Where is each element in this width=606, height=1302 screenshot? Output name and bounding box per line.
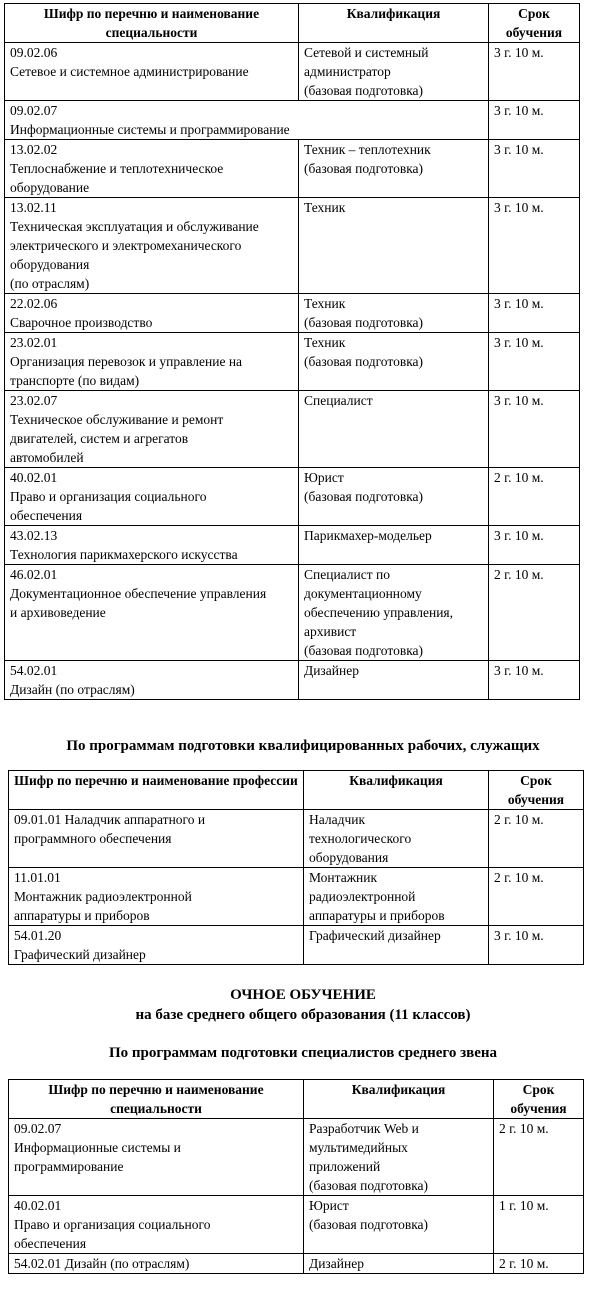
cell-code-name — [5, 43, 299, 101]
specialty-name: Технология парикмахерского искусства — [10, 547, 238, 562]
cell-term — [489, 661, 580, 700]
cell-code-name — [5, 526, 299, 565]
cell-qualification — [299, 43, 489, 101]
qualification-text: мультимедийных — [309, 1140, 408, 1155]
study-term: 3 г. 10 м. — [494, 45, 544, 60]
cell-qualification — [304, 868, 489, 926]
specialty-code: 11.01.01 — [14, 870, 61, 885]
cell-term — [489, 468, 580, 526]
specialty-name: Сварочное производство — [10, 315, 153, 330]
specialty-code: 23.02.07 — [10, 393, 58, 408]
study-term: 2 г. 10 м. — [499, 1121, 549, 1136]
specialty-code: 22.02.06 — [10, 296, 58, 311]
specialty-name: Графический дизайнер — [14, 947, 146, 962]
cell-code-name — [5, 661, 299, 700]
qualification-text: Дизайнер — [304, 663, 359, 678]
qualification-text: архивист — [304, 624, 357, 639]
cell-term — [489, 810, 584, 868]
table-row — [9, 868, 584, 926]
specialty-name: программного обеспечения — [14, 831, 172, 846]
cell-code-name — [9, 810, 304, 868]
specialty-name: программирование — [14, 1159, 124, 1174]
specialty-name: обеспечения — [14, 1236, 87, 1251]
header-code-name: Шифр по перечню и наименование специальности — [5, 4, 299, 43]
specialty-name: оборудования — [10, 257, 90, 272]
cell-code-name — [9, 868, 304, 926]
specialty-name: автомобилей — [10, 450, 84, 465]
table-body — [9, 810, 584, 965]
qualification-text: (базовая подготовка) — [304, 643, 424, 658]
study-term: 2 г. 10 м. — [494, 870, 544, 885]
header-code-name: Шифр по перечню и наименование профессии — [9, 771, 304, 810]
specialty-code: 09.02.07 — [14, 1121, 62, 1136]
study-term: 2 г. 10 м. — [499, 1256, 549, 1271]
cell-qualification — [299, 140, 489, 198]
table-row — [5, 565, 580, 661]
qualification-text: (базовая подготовка) — [304, 354, 424, 369]
cell-qualification — [299, 661, 489, 700]
table-row — [5, 198, 580, 294]
cell-term — [489, 198, 580, 294]
specialty-code: 54.02.01 — [10, 663, 58, 678]
qualification-text: Техник – теплотехник — [304, 142, 431, 157]
table-header-row — [5, 4, 580, 43]
specialty-name: Право и организация социального — [14, 1217, 211, 1232]
specialties-table-9-classes — [4, 3, 580, 700]
table-row — [9, 810, 584, 868]
study-term: 3 г. 10 м. — [494, 335, 544, 350]
cell-code-name — [5, 391, 299, 468]
specialty-name: (по отраслям) — [10, 276, 90, 291]
qualification-text: аппаратуры и приборов — [309, 908, 445, 923]
study-term: 3 г. 10 м. — [494, 296, 544, 311]
specialty-name: Техническая эксплуатация и обслуживание — [10, 219, 259, 234]
specialty-name: 09.01.01 Наладчик аппаратного и — [14, 812, 206, 827]
cell-code-name — [5, 101, 489, 140]
cell-qualification — [299, 565, 489, 661]
qualification-text: (базовая подготовка) — [304, 489, 424, 504]
specialty-name: Документационное обеспечение управления — [10, 586, 267, 601]
cell-qualification — [304, 1119, 494, 1196]
specialty-name: электрического и электромеханического — [10, 238, 242, 253]
cell-term — [489, 294, 580, 333]
study-term: 2 г. 10 м. — [494, 812, 544, 827]
qualification-text: обеспечению управления, — [304, 605, 454, 620]
table-row — [9, 926, 584, 965]
cell-code-name — [9, 1254, 304, 1274]
specialty-name: транспорте (по видам) — [10, 373, 140, 388]
cell-term — [494, 1196, 584, 1254]
study-term: 3 г. 10 м. — [494, 142, 544, 157]
table-row — [5, 391, 580, 468]
cell-code-name — [5, 294, 299, 333]
specialty-name: Техническое обслуживание и ремонт — [10, 412, 224, 427]
cell-code-name — [9, 926, 304, 965]
study-term: 1 г. 10 м. — [499, 1198, 549, 1213]
cell-code-name — [5, 333, 299, 391]
specialty-name: двигателей, систем и агрегатов — [10, 431, 189, 446]
header-qualification: Квалификация — [304, 771, 489, 810]
qualification-text: оборудования — [309, 850, 389, 865]
qualification-text: администратор — [304, 64, 391, 79]
cell-term — [489, 101, 580, 140]
specialty-name: Право и организация социального — [10, 489, 207, 504]
qualification-text: Монтажник — [309, 870, 378, 885]
specialty-code: 09.02.06 — [10, 45, 58, 60]
cell-term — [489, 565, 580, 661]
qualification-text: технологического — [309, 831, 412, 846]
specialty-name: Сетевое и системное администрирование — [10, 64, 249, 79]
specialty-name: и архивоведение — [10, 605, 106, 620]
header-qualification: Квалификация — [299, 4, 489, 43]
cell-code-name — [5, 565, 299, 661]
qualification-text: Дизайнер — [309, 1256, 364, 1271]
section-heading-fulltime: ОЧНОЕ ОБУЧЕНИЕ — [230, 987, 376, 1003]
qualification-text: Разработчик Web и — [309, 1121, 419, 1136]
qualification-text: Специалист по — [304, 567, 390, 582]
study-term: 2 г. 10 м. — [494, 470, 544, 485]
cell-qualification — [304, 1196, 494, 1254]
table-row — [5, 661, 580, 700]
cell-code-name — [5, 198, 299, 294]
qualification-text: Юрист — [309, 1198, 349, 1213]
cell-term — [489, 526, 580, 565]
cell-qualification — [304, 1254, 494, 1274]
table-row — [5, 43, 580, 101]
table-row — [5, 526, 580, 565]
table-body — [5, 43, 580, 700]
specialty-name: оборудование — [10, 180, 90, 195]
cell-code-name — [5, 140, 299, 198]
qualification-text: Техник — [304, 296, 346, 311]
table-row — [5, 140, 580, 198]
qualification-text: радиоэлектронной — [309, 889, 416, 904]
header-term: Срок обучения — [494, 1080, 584, 1119]
qualification-text: приложений — [309, 1159, 381, 1174]
specialty-code: 40.02.01 — [10, 470, 58, 485]
table-row — [5, 468, 580, 526]
qualification-text: Наладчик — [309, 812, 366, 827]
qualification-text: Техник — [304, 335, 346, 350]
cell-code-name — [9, 1196, 304, 1254]
specialty-code: 43.02.13 — [10, 528, 58, 543]
table-row — [5, 294, 580, 333]
specialty-name: обеспечения — [10, 508, 83, 523]
table-header-row — [9, 771, 584, 810]
study-term: 3 г. 10 м. — [494, 528, 544, 543]
study-term: 2 г. 10 м. — [494, 567, 544, 582]
qualification-text: Графический дизайнер — [309, 928, 441, 943]
specialty-code: 13.02.11 — [10, 200, 57, 215]
header-term: Срок обучения — [489, 4, 580, 43]
cell-qualification — [304, 926, 489, 965]
specialty-name: 54.02.01 Дизайн (по отраслям) — [14, 1256, 190, 1271]
specialty-name: аппаратуры и приборов — [14, 908, 150, 923]
specialty-code: 23.02.01 — [10, 335, 58, 350]
qualification-text: Юрист — [304, 470, 344, 485]
specialties-table-11-classes — [8, 1079, 584, 1274]
qualification-text: (базовая подготовка) — [304, 315, 424, 330]
cell-qualification — [299, 468, 489, 526]
table-header-row — [9, 1080, 584, 1119]
qualification-text: (базовая подготовка) — [304, 161, 424, 176]
specialty-name: Теплоснабжение и теплотехническое — [10, 161, 224, 176]
study-term: 3 г. 10 м. — [494, 393, 544, 408]
qualification-text: документационному — [304, 586, 422, 601]
study-term: 3 г. 10 м. — [494, 928, 544, 943]
table-row — [5, 333, 580, 391]
qualification-text: (базовая подготовка) — [309, 1217, 429, 1232]
cell-qualification — [299, 526, 489, 565]
qualification-text: Парикмахер-модельер — [304, 528, 432, 543]
table-row — [5, 101, 580, 140]
specialty-code: 46.02.01 — [10, 567, 58, 582]
cell-term — [489, 333, 580, 391]
cell-term — [489, 391, 580, 468]
table-body — [9, 1119, 584, 1274]
specialty-name: Организация перевозок и управление на — [10, 354, 243, 369]
cell-qualification — [304, 810, 489, 868]
qualification-text: (базовая подготовка) — [304, 83, 424, 98]
specialty-name: Монтажник радиоэлектронной — [14, 889, 192, 904]
professions-table — [8, 770, 584, 965]
cell-term — [489, 926, 584, 965]
cell-qualification — [299, 294, 489, 333]
qualification-text: Специалист — [304, 393, 373, 408]
study-term: 3 г. 10 м. — [494, 103, 544, 118]
cell-term — [489, 140, 580, 198]
study-term: 3 г. 10 м. — [494, 663, 544, 678]
header-code-name: Шифр по перечню и наименование специальности — [9, 1080, 304, 1119]
section-heading-workers: По программам подготовки квалифицированных рабочих, служащих — [66, 738, 540, 754]
specialty-name: Дизайн (по отраслям) — [10, 682, 135, 697]
cell-code-name — [9, 1119, 304, 1196]
table-row — [9, 1196, 584, 1254]
header-qualification: Квалификация — [304, 1080, 494, 1119]
cell-term — [489, 868, 584, 926]
specialty-name: Информационные системы и программирование — [10, 122, 290, 137]
study-term: 3 г. 10 м. — [494, 200, 544, 215]
specialty-name: Информационные системы и — [14, 1140, 181, 1155]
table-row — [9, 1119, 584, 1196]
cell-term — [494, 1254, 584, 1274]
section-heading-specialists: По программам подготовки специалистов среднего звена — [108, 1045, 498, 1061]
specialty-code: 13.02.02 — [10, 142, 58, 157]
section-heading-base: на базе среднего общего образования (11 классов) — [135, 1007, 471, 1023]
qualification-text: Техник — [304, 200, 346, 215]
specialty-code: 40.02.01 — [14, 1198, 62, 1213]
cell-term — [494, 1119, 584, 1196]
cell-qualification — [299, 198, 489, 294]
header-term: Срок обучения — [489, 771, 584, 810]
qualification-text: (базовая подготовка) — [309, 1178, 429, 1193]
table-row — [9, 1254, 584, 1274]
cell-qualification — [299, 333, 489, 391]
cell-term — [489, 43, 580, 101]
qualification-text: Сетевой и системный — [304, 45, 429, 60]
cell-qualification — [299, 391, 489, 468]
cell-code-name — [5, 468, 299, 526]
specialty-code: 09.02.07 — [10, 103, 58, 118]
specialty-code: 54.01.20 — [14, 928, 62, 943]
